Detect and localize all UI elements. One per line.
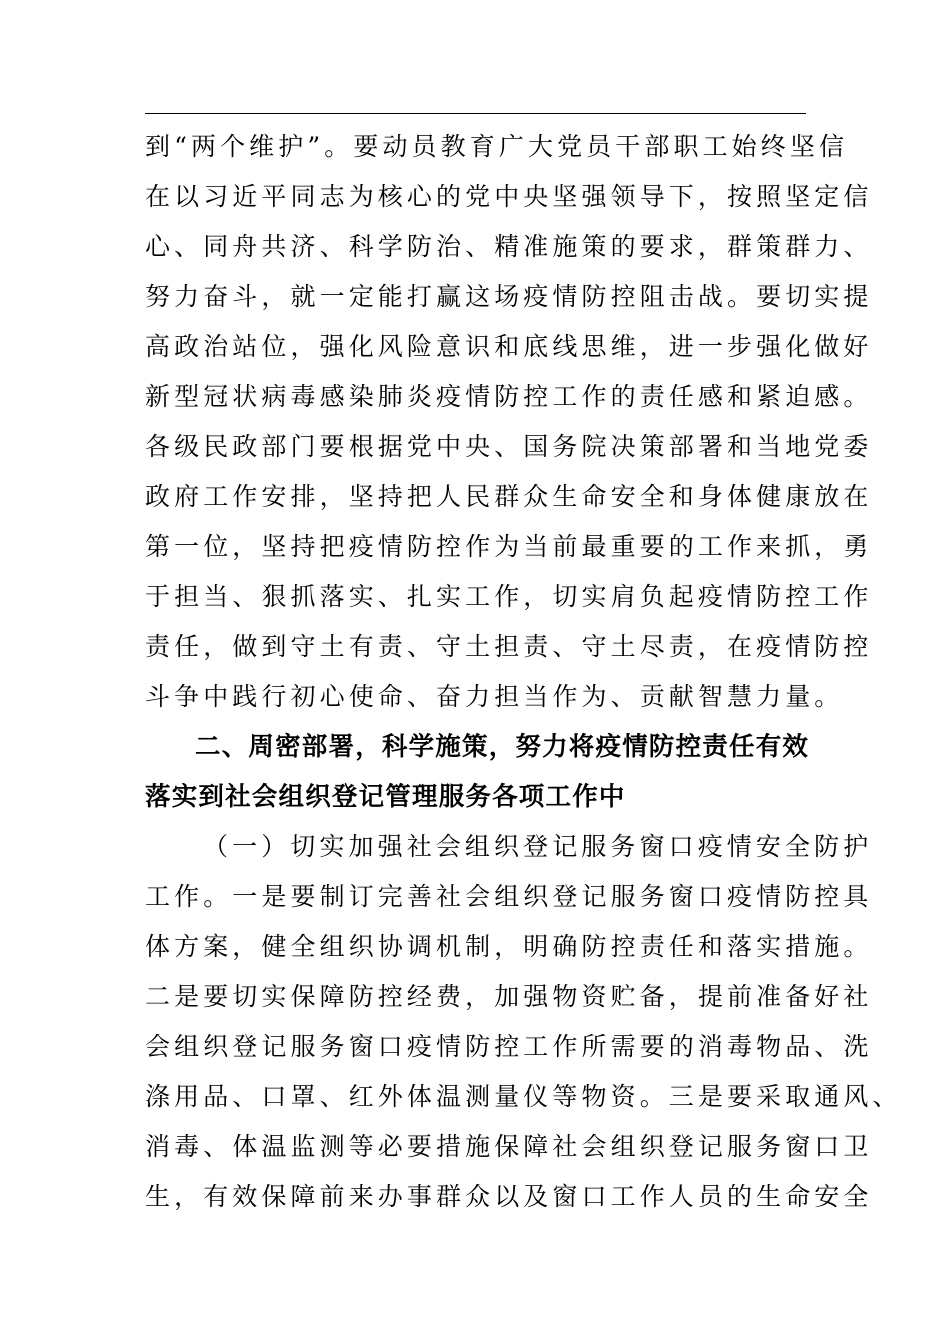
heading-line: 落实到社会组织登记管理服务各项工作中 (145, 782, 626, 812)
paragraph-1 (145, 122, 873, 722)
text-line: 努力奋斗，就一定能打赢这场疫情防控阻击战。要切实提 (145, 282, 873, 311)
text-line: 新型冠状病毒感染肺炎疫情防控工作的责任感和紧迫感。 (145, 382, 873, 411)
text-line: 于担当、狠抓落实、扎实工作，切实肩负起疫情防控工作 (145, 582, 873, 611)
text-line: 高政治站位，强化风险意识和底线思维，进一步强化做好 (145, 332, 873, 361)
text-line: 二是要切实保障防控经费，加强物资贮备，提前准备好社 (145, 982, 873, 1011)
text-line: 会组织登记服务窗口疫情防控工作所需要的消毒物品、洗 (145, 1032, 873, 1061)
header-rule (145, 113, 806, 114)
heading-line: 二、周密部署，科学施策，努力将疫情防控责任有效 (195, 732, 810, 762)
document-body (145, 122, 902, 1222)
section-heading-2 (145, 722, 813, 822)
text-line: 到“两个维护”。要动员教育广大党员干部职工始终坚信 (145, 132, 849, 161)
text-line: 各级民政部门要根据党中央、国务院决策部署和当地党委 (145, 432, 873, 461)
text-line: 涤用品、口罩、红外体温测量仪等物资。三是要采取通风、 (145, 1082, 902, 1111)
text-line: 工作。一是要制订完善社会组织登记服务窗口疫情防控具 (145, 882, 873, 911)
text-line: 在以习近平同志为核心的党中央坚强领导下，按照坚定信 (145, 182, 873, 211)
text-line: 消毒、体温监测等必要措施保障社会组织登记服务窗口卫 (145, 1132, 873, 1161)
text-line: （一）切实加强社会组织登记服务窗口疫情安全防护 (203, 832, 873, 861)
paragraph-2 (145, 822, 902, 1222)
text-line: 体方案，健全组织协调机制，明确防控责任和落实措施。 (145, 932, 873, 961)
text-line: 政府工作安排，坚持把人民群众生命安全和身体健康放在 (145, 482, 873, 511)
text-line: 生，有效保障前来办事群众以及窗口工作人员的生命安全 (145, 1182, 873, 1211)
text-line: 责任，做到守土有责、守土担责、守土尽责，在疫情防控 (145, 632, 873, 661)
text-line: 心、同舟共济、科学防治、精准施策的要求，群策群力、 (145, 232, 873, 261)
text-line: 斗争中践行初心使命、奋力担当作为、贡献智慧力量。 (145, 682, 844, 711)
text-line: 第一位，坚持把疫情防控作为当前最重要的工作来抓，勇 (145, 532, 873, 561)
